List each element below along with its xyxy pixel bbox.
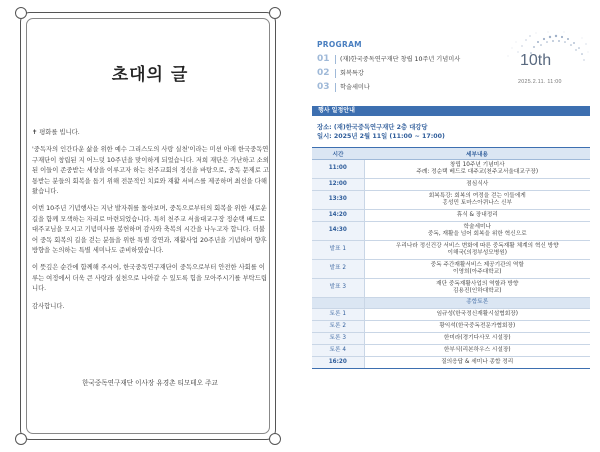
- schedule-detail-line: 질의응답 & 세미나 종합 정리: [441, 358, 514, 365]
- header-time: 시간: [312, 148, 364, 160]
- body-paragraph: '중독자의 인간다운 삶을 위한 예수 그리스도의 사랑 실천'이라는 미션 아래 한국중독연구재단이 창립된 지 어느덧 10주년을 맞이하게 되었습니다. 저희 재단은 가난하고 소외된 이들이 존중받는 세상을 이루고자 하는 천주교회의 정신을 바탕으로, 중독 문제로 고통받는 분들의 회복을 돕기 위해 전문적인 치료와 재활 서비스를 제공하며 최선을 다해왔습니다.: [32, 146, 269, 196]
- schedule-detail: [364, 210, 590, 222]
- table-row: [312, 357, 590, 369]
- header-detail: 세부내용: [364, 148, 590, 160]
- schedule-detail: [364, 260, 590, 279]
- schedule-detail-line: 한부식(리본하우스 시설장): [443, 346, 511, 353]
- schedule-time: 14:30: [312, 222, 364, 241]
- event-date: 일시: 2025년 2월 11일 (11:00 ~ 17:00): [317, 133, 445, 140]
- schedule-detail: [364, 160, 590, 179]
- schedule-detail: [364, 333, 590, 345]
- schedule-detail: [364, 191, 590, 210]
- schedule-detail-line: 점심식사: [466, 180, 489, 187]
- frame-corner-ornament: [269, 7, 281, 19]
- section-title: 행사 일정안내: [318, 107, 355, 114]
- schedule-section-header: [312, 106, 590, 116]
- schedule-detail-line: 재단 중독재활사업의 역할과 방향: [436, 280, 519, 287]
- table-row: [312, 309, 590, 321]
- frame-corner-ornament: [15, 433, 27, 445]
- schedule-detail-line: 주례: 정순택 베드로 대주교(천주교서울대교구장): [416, 169, 539, 175]
- schedule-time: 토론 2: [312, 321, 364, 333]
- table-row: [312, 222, 590, 241]
- schedule-table: [312, 147, 590, 369]
- program-page: [300, 0, 600, 452]
- schedule-detail: [364, 279, 590, 298]
- frame-corner-ornament: [269, 433, 281, 445]
- table-row: [312, 210, 590, 222]
- table-row: [312, 279, 590, 298]
- schedule-detail: [364, 321, 590, 333]
- schedule-detail-line: 휴식 & 장내정리: [456, 211, 498, 218]
- closing: 감사합니다.: [32, 302, 65, 310]
- schedule-detail-line: 이해국(의정부성모병원): [447, 250, 507, 256]
- schedule-section-row: [312, 298, 590, 309]
- invitation-body: [32, 128, 270, 319]
- schedule-detail-line: 황익석(한국중독전문가협회장): [439, 322, 516, 329]
- program-item-text: 학술세미나: [335, 83, 370, 92]
- program-item-text: 회복특강: [335, 69, 364, 78]
- program-label: PROGRAM: [317, 40, 362, 49]
- table-row: [312, 345, 590, 357]
- schedule-time: 토론 1: [312, 309, 364, 321]
- schedule-detail-line: 중독, 재활을 넘어 회복을 위한 혁신으로: [427, 231, 527, 237]
- table-row: [312, 179, 590, 191]
- schedule-time: 16:20: [312, 357, 364, 369]
- frame-corner-ornament: [15, 7, 27, 19]
- table-row: [312, 241, 590, 260]
- anniversary-date: 2025.2.11. 11:00: [518, 79, 562, 85]
- table-row: [312, 321, 590, 333]
- program-item-text: (재)한국중독연구재단 창립 10주년 기념미사: [335, 55, 460, 64]
- schedule-detail-line: 홍성민 토마스아퀴나스 신부: [442, 200, 513, 206]
- signature: 한국중독연구재단 이사장 유경촌 티모테오 주교: [82, 379, 218, 387]
- program-item-number: 03: [317, 82, 330, 92]
- anniversary-mark: 10th: [520, 52, 552, 69]
- schedule-detail: [364, 222, 590, 241]
- body-paragraph: 이번 10주년 기념행사는 지난 발자취를 돌아보며, 중독으로부터의 회복을 위한 새로운 길을 함께 모색하는 자리로 마련되었습니다. 특히 천주교 서울대교구장 정순택 베드로 대주교님을 모시고 기념미사를 봉헌하며 감사와 축복의 시간을 나누고자 합니다. 더불어 중독 회복의 길을 걷는 분들을 위한 특별 강연과, 재활사업 20주년을 기념하며 향후 방향을 논의하는 특별 세미나도 준비하였습니다.: [32, 205, 267, 255]
- schedule-detail-line: 창립 10주년 기념미사: [449, 161, 505, 168]
- schedule-time: [312, 298, 364, 309]
- table-row: [312, 191, 590, 210]
- schedule-detail-line: 회복특강: 회복의 여정을 걷는 이들에게: [428, 192, 526, 199]
- invitation-title: 초대의 글: [111, 65, 189, 85]
- program-item-number: 02: [317, 68, 330, 78]
- table-row: [312, 260, 590, 279]
- schedule-time: 13:30: [312, 191, 364, 210]
- schedule-detail-line: 김용진(인하대학교): [453, 288, 502, 294]
- schedule-detail: [364, 298, 590, 309]
- schedule-time: 발표 3: [312, 279, 364, 298]
- schedule-detail: [364, 241, 590, 260]
- schedule-time: 토론 3: [312, 333, 364, 345]
- schedule-time: 12:00: [312, 179, 364, 191]
- schedule-detail-line: 학술세미나: [463, 223, 491, 230]
- schedule-detail: [364, 357, 590, 369]
- table-row: [312, 160, 590, 179]
- table-row: [312, 333, 590, 345]
- program-item-number: 01: [317, 54, 330, 64]
- schedule-time: 11:00: [312, 160, 364, 179]
- schedule-detail-line: 중독 주간재활서비스 제공기관의 역할: [430, 261, 524, 268]
- event-place: 장소: (재)한국중독연구재단 2층 대강당: [317, 124, 428, 131]
- schedule-detail: [364, 179, 590, 191]
- schedule-time: 발표 1: [312, 241, 364, 260]
- program-item: [317, 81, 370, 93]
- body-paragraph: 이 뜻깊은 순간에 함께해 주시어, 한국중독연구재단이 중독으로부터 안전한 사회를 이루는 여정에서 더욱 큰 사랑과 실천으로 나아갈 수 있도록 힘을 모아주시기를 부탁드립니다.: [32, 264, 267, 293]
- schedule-time: 토론 4: [312, 345, 364, 357]
- schedule-detail: [364, 309, 590, 321]
- greeting: ✝ 평화를 빕니다.: [32, 129, 80, 136]
- schedule-time: 발표 2: [312, 260, 364, 279]
- schedule-detail-line: 종합토론: [466, 299, 489, 306]
- schedule-detail-line: 우리나라 정신건강 서비스 변화에 따른 중독재활 체계의 혁신 방향: [395, 242, 559, 249]
- table-header-row: [312, 148, 590, 160]
- schedule-detail-line: 한미라(경기다사모 시설장): [443, 334, 511, 341]
- schedule-detail-line: 임규성(한국정신재활시설협회장): [436, 310, 518, 317]
- program-item: [317, 67, 364, 79]
- program-item: [317, 53, 460, 65]
- schedule-detail-line: 이영희(아주대학교): [453, 269, 502, 275]
- schedule-time: 14:20: [312, 210, 364, 222]
- schedule-detail: [364, 345, 590, 357]
